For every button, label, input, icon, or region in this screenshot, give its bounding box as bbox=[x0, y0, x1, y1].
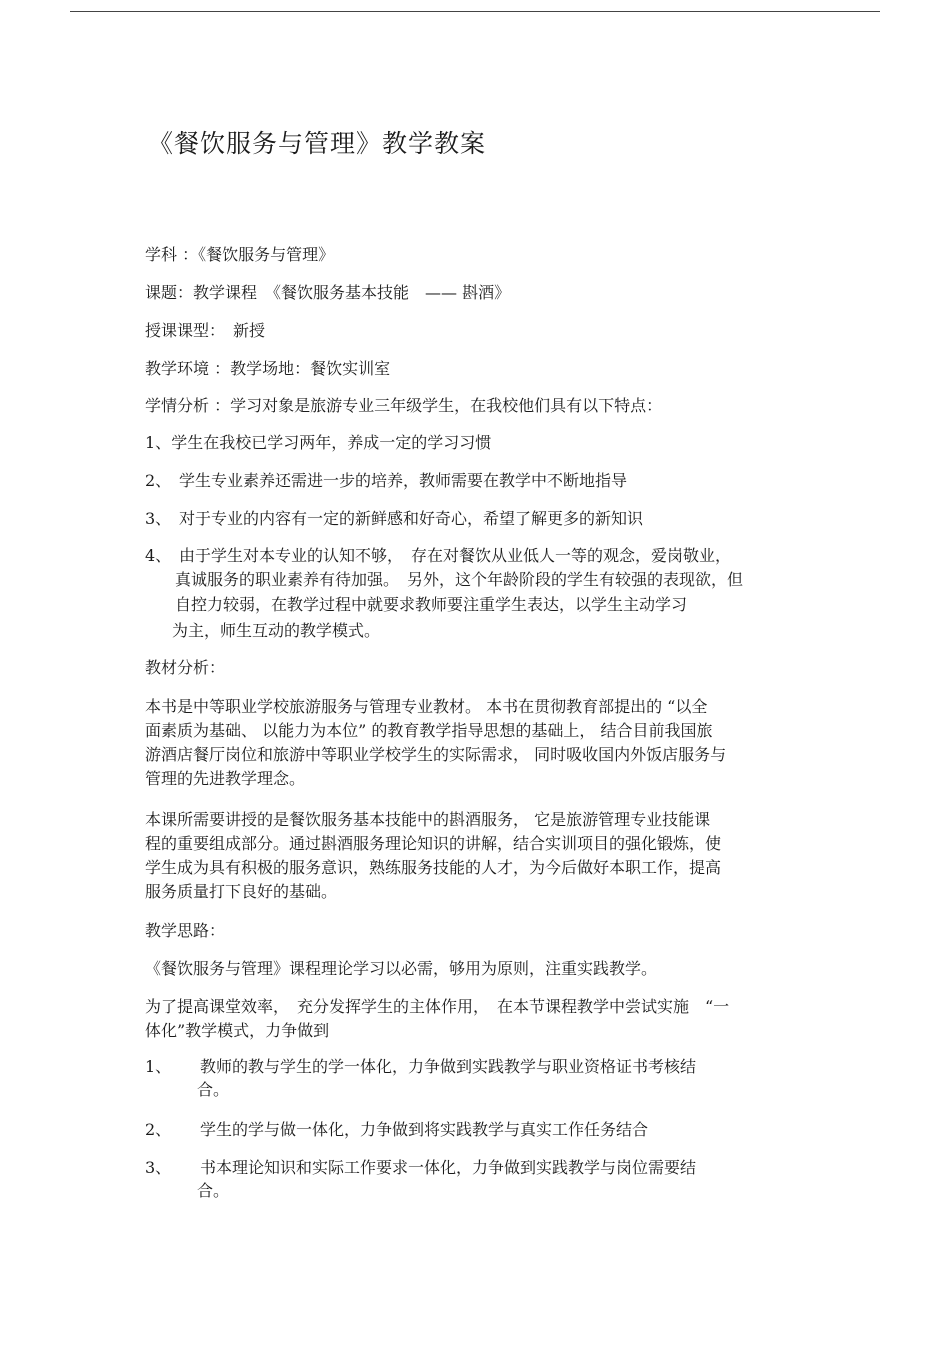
document-title: 《餐饮服务与管理》教学教案 bbox=[148, 129, 487, 158]
point-3-number: 3、 bbox=[145, 1158, 172, 1177]
trait-item-2 bbox=[145, 470, 627, 492]
trait-item-1 bbox=[145, 432, 491, 454]
textbook-heading: 教材分析： bbox=[145, 658, 226, 677]
point-2-number: 2、 bbox=[145, 1120, 172, 1139]
environment-line: 教学环境 ：教学场地：餐饮实训室 bbox=[145, 359, 391, 378]
text-line: 游酒店餐厅岗位和旅游中等职业学校学生的实际需求， 同时吸收国内外饭店服务与 bbox=[145, 745, 727, 764]
text-line: 面素质为基础、 以能力为本位” 的教育教学指导思想的基础上， 结合目前我国旅 bbox=[145, 721, 713, 740]
trait-item-4-line-1: 由于学生对本专业的认知不够， 存在对餐饮从业低人一等的观念，爱岗敬业， bbox=[179, 546, 732, 565]
approach-heading: 教学思路： bbox=[145, 921, 226, 940]
trait-item-4-number: 4、 bbox=[145, 546, 172, 565]
trait-text: 学生在我校已学习两年，养成一定的学习习惯 bbox=[171, 433, 492, 452]
trait-item-4-line-2: 真诚服务的职业素养有待加强。 另外，这个年龄阶段的学生有较强的表现欲，但 bbox=[175, 570, 744, 589]
point-3-line-2: 合。 bbox=[197, 1181, 230, 1200]
point-2-line-1: 学生的学与做一体化，力争做到将实践教学与真实工作任务结合 bbox=[200, 1120, 649, 1139]
textbook-paragraph-2 bbox=[145, 808, 805, 904]
text-line: 程的重要组成部分。通过斟酒服务理论知识的讲解，结合实训项目的强化锻炼，使 bbox=[145, 834, 722, 853]
text-line: 为了提高课堂效率， 充分发挥学生的主体作用， 在本节课程教学中尝试实施 “一 bbox=[145, 997, 730, 1016]
text-line: 学生成为具有积极的服务意识，熟练服务技能的人才，为今后做好本职工作，提高 bbox=[145, 858, 722, 877]
subject-line: 学科 ：《餐饮服务与管理》 bbox=[145, 245, 335, 264]
text-line: 管理的先进教学理念。 bbox=[145, 769, 306, 788]
trait-text: 对于专业的内容有一定的新鲜感和好奇心，希望了解更多的新知识 bbox=[179, 509, 644, 528]
trait-number: 1、 bbox=[145, 433, 172, 452]
trait-text: 学生专业素养还需进一步的培养，教师需要在教学中不断地指导 bbox=[179, 471, 628, 490]
approach-paragraph-1: 《餐饮服务与管理》课程理论学习以必需，够用为原则，注重实践教学。 bbox=[145, 959, 658, 978]
trait-item-4-line-3: 自控力较弱，在教学过程中就要求教师要注重学生表达，以学生主动学习 bbox=[175, 595, 688, 614]
header-rule bbox=[70, 11, 880, 12]
student-analysis-line: 学情分析 ：学习对象是旅游专业三年级学生，在我校他们具有以下特点： bbox=[145, 396, 663, 415]
textbook-paragraph-1 bbox=[145, 695, 805, 791]
trait-item-3 bbox=[145, 508, 643, 530]
topic-line: 课题：教学课程 《餐饮服务基本技能 —— 斟酒》 bbox=[145, 283, 511, 302]
point-1-line-2: 合。 bbox=[197, 1080, 230, 1099]
approach-paragraph-2 bbox=[145, 995, 805, 1043]
lesson-type-line: 授课课型： 新授 bbox=[145, 321, 266, 340]
text-line: 体化”教学模式，力争做到 bbox=[145, 1021, 330, 1040]
trait-item-4-line-4: 为主，师生互动的教学模式。 bbox=[172, 621, 381, 640]
point-1-line-1: 教师的教与学生的学一体化，力争做到实践教学与职业资格证书考核结 bbox=[200, 1057, 697, 1076]
point-1-number: 1、 bbox=[145, 1057, 172, 1076]
trait-number: 2、 bbox=[145, 471, 172, 490]
text-line: 服务质量打下良好的基础。 bbox=[145, 882, 338, 901]
text-line: 本书是中等职业学校旅游服务与管理专业教材。 本书在贯彻教育部提出的 “以全 bbox=[145, 697, 708, 716]
trait-number: 3、 bbox=[145, 509, 172, 528]
point-3-line-1: 书本理论知识和实际工作要求一体化，力争做到实践教学与岗位需要结 bbox=[200, 1158, 697, 1177]
text-line: 本课所需要讲授的是餐饮服务基本技能中的斟酒服务， 它是旅游管理专业技能课 bbox=[145, 810, 711, 829]
